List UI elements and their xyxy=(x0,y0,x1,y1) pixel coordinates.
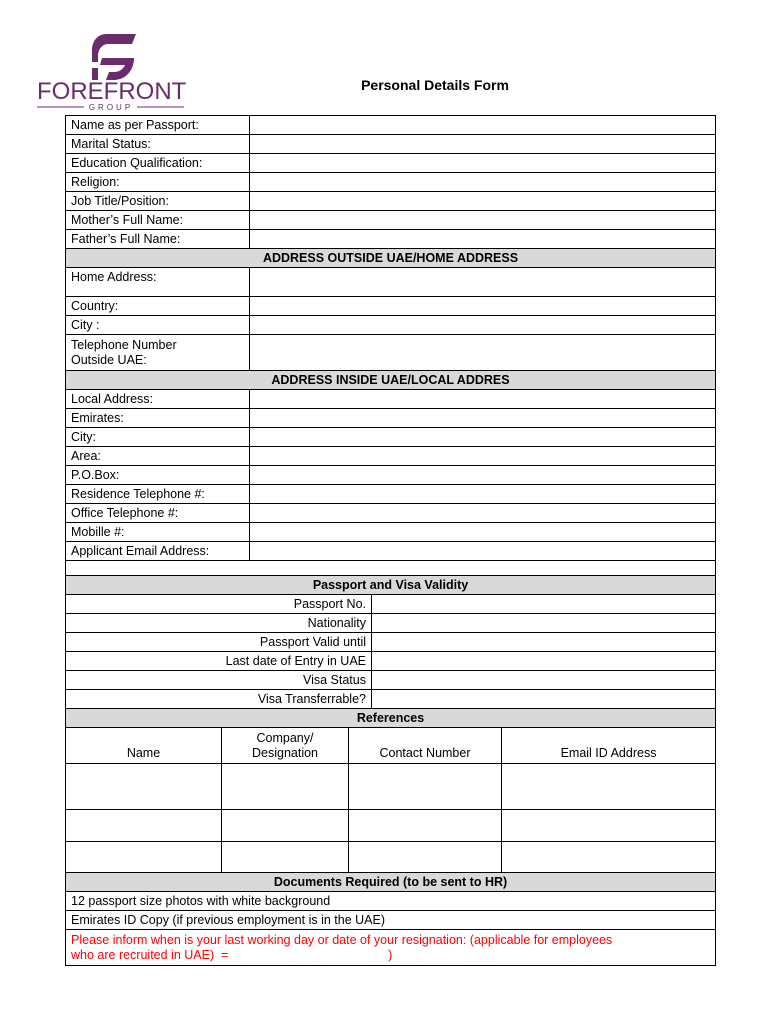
field-label: Mother’s Full Name: xyxy=(66,211,250,230)
field-input[interactable] xyxy=(250,192,716,211)
logo-sub-text: GROUP xyxy=(88,103,134,112)
references-table xyxy=(65,708,716,873)
country-input[interactable] xyxy=(250,297,716,316)
field-label: P.O.Box: xyxy=(66,466,250,485)
ref-cell[interactable] xyxy=(349,810,502,842)
home-address-label: Home Address: xyxy=(66,268,250,297)
ref-cell[interactable] xyxy=(349,842,502,873)
table-row xyxy=(66,764,716,810)
document-item: Emirates ID Copy (if previous employment is in the UAE) xyxy=(66,911,716,930)
ref-cell[interactable] xyxy=(349,764,502,810)
col-company-header xyxy=(222,728,349,764)
field-input[interactable] xyxy=(372,690,716,709)
field-input[interactable] xyxy=(250,542,716,561)
field-label: Emirates: xyxy=(66,409,250,428)
field-label: Marital Status: xyxy=(66,135,250,154)
field-input[interactable] xyxy=(250,428,716,447)
col-company-line1: Company/ xyxy=(256,730,314,745)
field-input[interactable] xyxy=(372,614,716,633)
ref-cell[interactable] xyxy=(222,842,349,873)
field-input[interactable] xyxy=(250,211,716,230)
field-input[interactable] xyxy=(250,409,716,428)
field-label: Mobille #: xyxy=(66,523,250,542)
page-title: Personal Details Form xyxy=(361,77,509,93)
field-label: Passport No. xyxy=(66,595,372,614)
col-name-header: Name xyxy=(66,728,222,764)
city-input[interactable] xyxy=(250,316,716,335)
field-input[interactable] xyxy=(250,173,716,192)
field-label: Name as per Passport: xyxy=(66,116,250,135)
field-input[interactable] xyxy=(250,466,716,485)
logo-brand-text: FOREFRONT xyxy=(37,78,186,105)
ref-cell[interactable] xyxy=(222,810,349,842)
field-input[interactable] xyxy=(250,154,716,173)
city-label: City : xyxy=(66,316,250,335)
field-input[interactable] xyxy=(250,523,716,542)
field-input[interactable] xyxy=(250,447,716,466)
field-input[interactable] xyxy=(372,671,716,690)
col-email-header: Email ID Address xyxy=(502,728,716,764)
telephone-outside-label-line2: Outside UAE: xyxy=(71,352,147,367)
local-address-header: ADDRESS INSIDE UAE/LOCAL ADDRES xyxy=(66,371,716,390)
country-label: Country: xyxy=(66,297,250,316)
home-address-header: ADDRESS OUTSIDE UAE/HOME ADDRESS xyxy=(66,249,716,268)
field-label: Nationality xyxy=(66,614,372,633)
field-input[interactable] xyxy=(250,504,716,523)
references-header: References xyxy=(66,709,716,728)
resignation-notice-line2: who are recruited in UAE) = ) xyxy=(71,947,393,962)
personal-address-table xyxy=(65,115,716,580)
field-label: Area: xyxy=(66,447,250,466)
field-label: Passport Valid until xyxy=(66,633,372,652)
field-label: Father’s Full Name: xyxy=(66,230,250,249)
field-label: Residence Telephone #: xyxy=(66,485,250,504)
ref-cell[interactable] xyxy=(502,842,716,873)
field-input[interactable] xyxy=(372,652,716,671)
field-input[interactable] xyxy=(250,135,716,154)
documents-header: Documents Required (to be sent to HR) xyxy=(66,873,716,892)
field-label: Last date of Entry in UAE xyxy=(66,652,372,671)
ref-cell[interactable] xyxy=(502,810,716,842)
passport-visa-header: Passport and Visa Validity xyxy=(66,576,716,595)
col-contact-header: Contact Number xyxy=(349,728,502,764)
telephone-outside-label-line1: Telephone Number xyxy=(71,337,177,352)
field-label: Visa Transferrable? xyxy=(66,690,372,709)
field-input[interactable] xyxy=(250,230,716,249)
field-input[interactable] xyxy=(372,633,716,652)
field-input[interactable] xyxy=(250,116,716,135)
ref-cell[interactable] xyxy=(66,842,222,873)
col-company-line2: Designation xyxy=(251,745,318,760)
field-label: Applicant Email Address: xyxy=(66,542,250,561)
resignation-notice xyxy=(66,930,716,966)
field-label: City: xyxy=(66,428,250,447)
ref-cell[interactable] xyxy=(222,764,349,810)
ref-cell[interactable] xyxy=(502,764,716,810)
field-input[interactable] xyxy=(250,390,716,409)
field-input[interactable] xyxy=(372,595,716,614)
field-input[interactable] xyxy=(250,485,716,504)
resignation-notice-line1: Please inform when is your last working day or date of your resignation: (applicable for employees xyxy=(71,932,613,947)
field-label: Local Address: xyxy=(66,390,250,409)
ref-cell[interactable] xyxy=(66,810,222,842)
table-row xyxy=(66,842,716,873)
home-address-input[interactable] xyxy=(250,268,716,297)
field-label: Office Telephone #: xyxy=(66,504,250,523)
document-item: 12 passport size photos with white background xyxy=(66,892,716,911)
telephone-outside-label xyxy=(66,335,250,371)
forefront-group-logo xyxy=(36,32,186,114)
field-label: Education Qualification: xyxy=(66,154,250,173)
documents-table xyxy=(65,872,716,966)
telephone-outside-input[interactable] xyxy=(250,335,716,371)
field-label: Job Title/Position: xyxy=(66,192,250,211)
ref-cell[interactable] xyxy=(66,764,222,810)
field-label: Visa Status xyxy=(66,671,372,690)
table-row xyxy=(66,810,716,842)
field-label: Religion: xyxy=(66,173,250,192)
passport-visa-table xyxy=(65,575,716,709)
